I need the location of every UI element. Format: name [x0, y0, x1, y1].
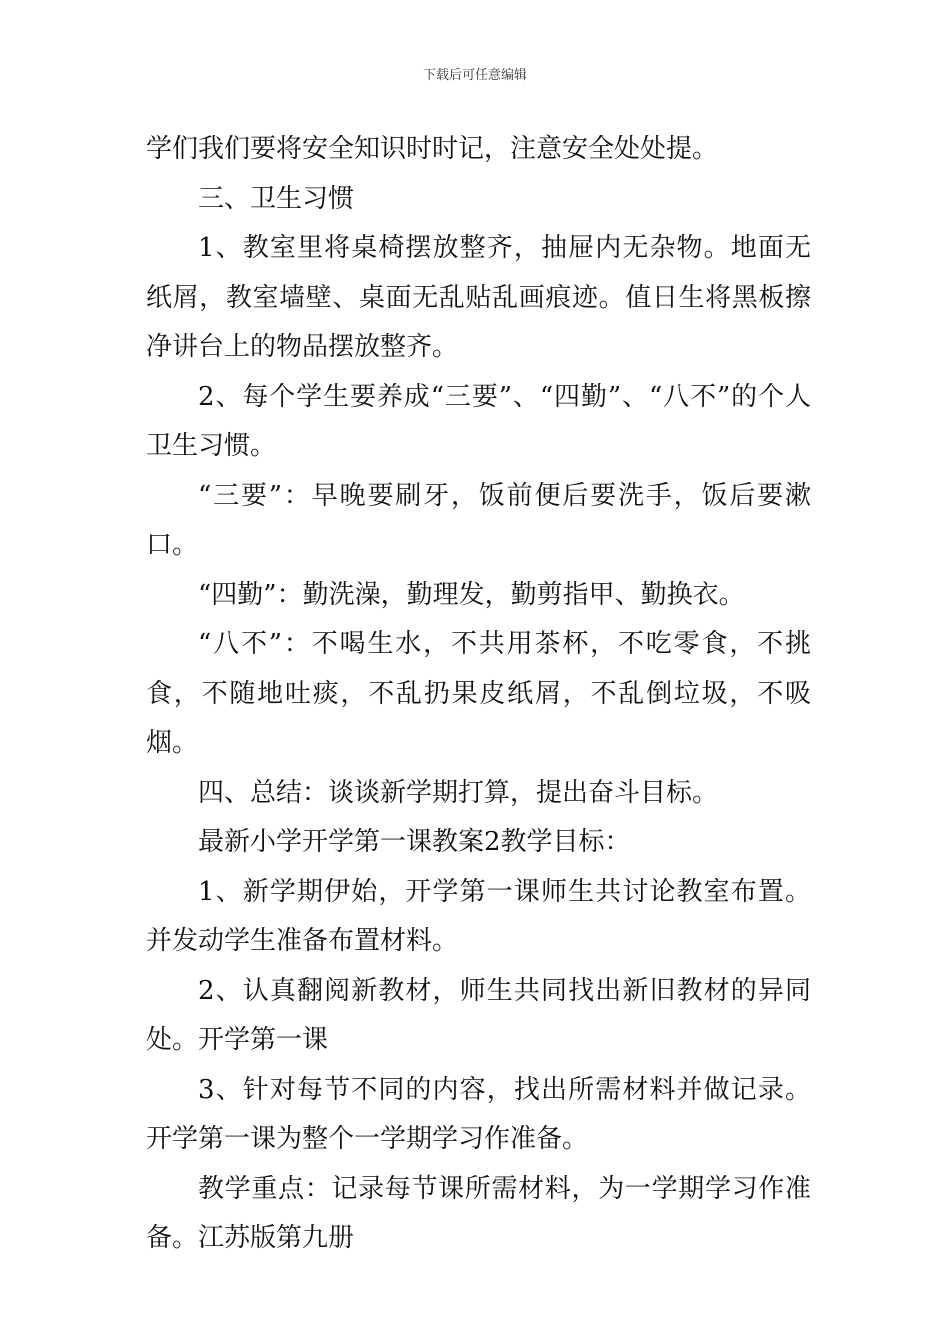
paragraph-eight-donts: “八不”：不喝生水，不共用茶杯，不吃零食，不挑食，不随地吐痰，不乱扔果皮纸屑，不乱倒垃圾，不吸烟。	[146, 629, 811, 758]
objective-1: 1、新学期伊始，开学第一课师生共讨论教室布置。并发动学生准备布置材料。	[146, 876, 811, 956]
section-heading-hygiene: 三、卫生习惯	[198, 183, 355, 214]
document-body	[146, 125, 811, 1264]
section-heading-summary: 四、总结：谈谈新学期打算，提出奋斗目标。	[198, 777, 719, 808]
teaching-focus: 教学重点：记录每节课所需材料，为一学期学习作准备。江苏版第九册	[146, 1173, 811, 1253]
paragraph-three-musts: “三要”：早晚要刷牙，饭前便后要洗手，饭后要漱口。	[146, 480, 811, 560]
paragraph-hygiene-habits: 2、每个学生要养成“三要”、“四勤”、“八不”的个人卫生习惯。	[146, 381, 811, 461]
paragraph-classroom-tidy: 1、教室里将桌椅摆放整齐，抽屉内无杂物。地面无纸屑，教室墙壁、桌面无乱贴乱画痕迹。值日生将黑板擦净讲台上的物品摆放整齐。	[146, 233, 811, 362]
objective-2: 2、认真翻阅新教材，师生共同找出新旧教材的异同处。开学第一课	[146, 975, 811, 1055]
page-header	[0, 64, 950, 83]
paragraph-1: 学们我们要将安全知识时时记，注意安全处处提。	[146, 134, 719, 164]
paragraph-four-diligences: “四勤”：勤洗澡，勤理发，勤剪指甲、勤换衣。	[198, 579, 745, 610]
header-caption: 下载后可任意编辑	[422, 68, 527, 83]
lesson-plan-title: 最新小学开学第一课教案2教学目标：	[198, 827, 631, 857]
objective-3: 3、针对每节不同的内容，找出所需材料并做记录。开学第一课为整个一学期学习作准备。	[146, 1074, 811, 1154]
